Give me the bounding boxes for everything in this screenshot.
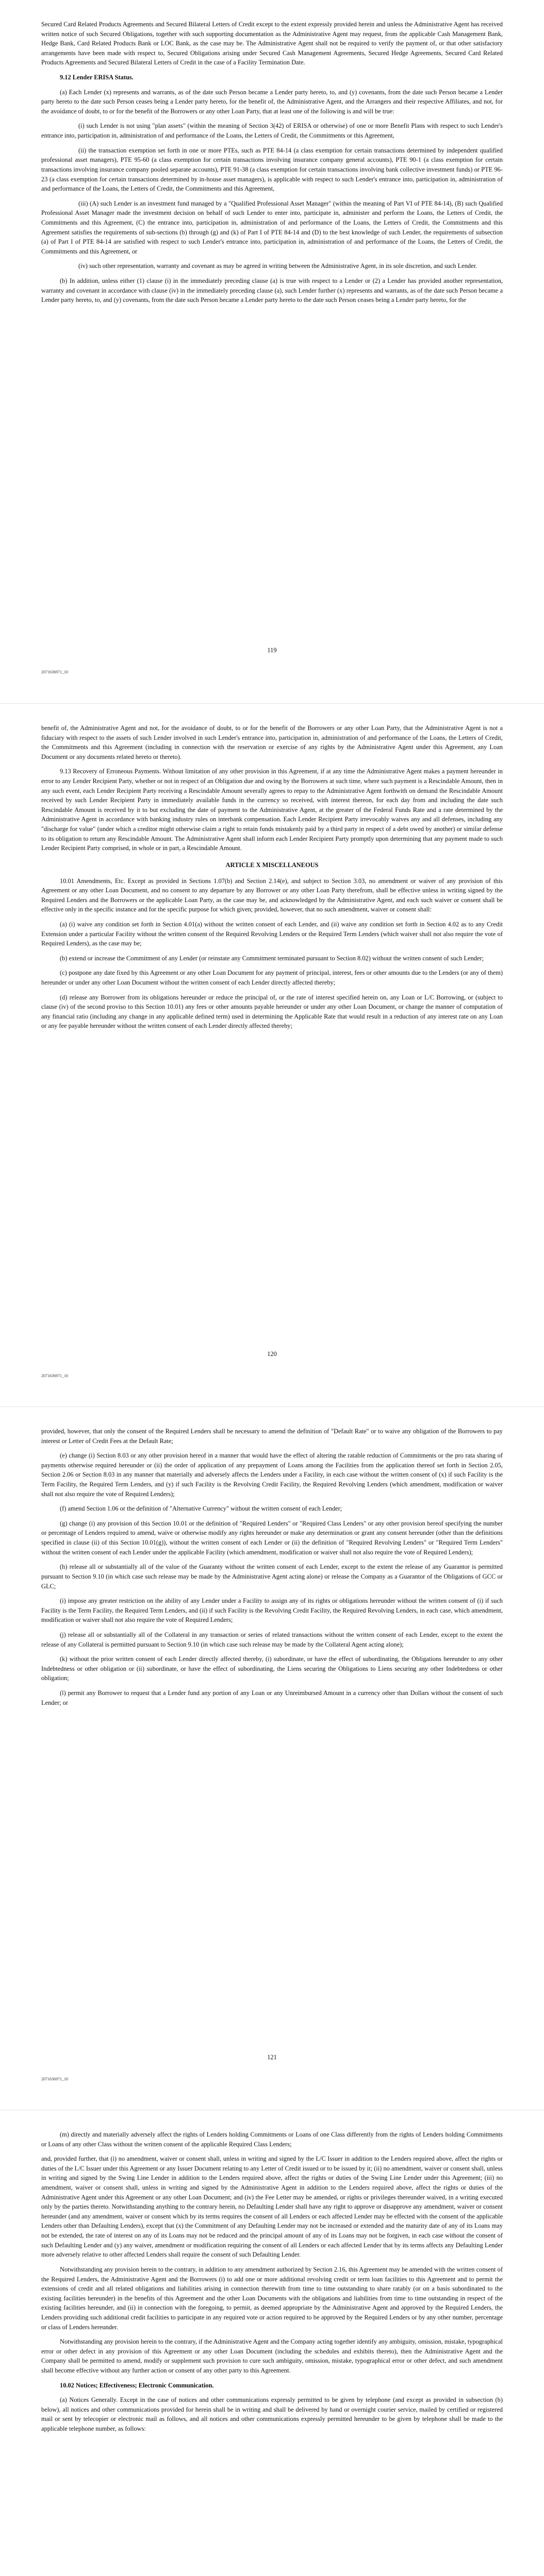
article-heading: ARTICLE X MISCELLANEOUS xyxy=(225,861,319,869)
document-page xyxy=(0,1406,544,2110)
paragraph: Notwithstanding any provision herein to the contrary, if the Administrative Agent and the Company acting together identify any ambiguity, omission, mistake, typographical error or other defect in any provision of this Agreement or any other Loan Document (including the schedules and exhibits thereto), then the Administrative Agent and the Company shall be permitted to amend, modify or supplement such provision to cure such ambiguity, omission, mistake, typographical error or other defect, and such amendment shall become effective without any further action or consent of any other party to this Agreement. xyxy=(41,2338,503,2375)
paragraph: (m) directly and materially adversely affect the rights of Lenders holding Commitments or Loans of one Class differently from the rights of Lenders holding Commitments or Loans of any other Class without the written consent of the applicable Required Class Lenders; xyxy=(41,2131,503,2148)
paragraph: (k) without the prior written consent of each Lender directly affected thereby, (i) subordinate, or have the effect of subordinating, the Obligations hereunder to any other Indebtedness or other obligation or (ii) subordinate, or have the effect of subordinating, the Liens securing the Obligations to Liens securing any other Indebtedness or other obligation; xyxy=(41,1655,503,1682)
page-body xyxy=(41,1427,503,1707)
paragraph: (d) release any Borrower from its obligations hereunder or reduce the principal of, or the rate of interest specified herein on, any Loan or L/C Borrowing, or (subject to clause (iv) of the second proviso to this Section 10.01) any fees or other amounts payable hereunder or under any other Loan Document, or change the manner of computation of any financial ratio (including any change in any applicable defined term) used in determining the Applicable Rate that would result in a reduction of any interest rate on any Loan or any fee payable hereunder without the written consent of each Lender directly affected thereby; xyxy=(41,993,503,1030)
page-body xyxy=(41,20,503,305)
page-body xyxy=(41,723,503,1031)
document-page xyxy=(0,0,544,703)
paragraph: (a) Notices Generally. Except in the case of notices and other communications expressly permitted to be given by telephone (and except as provided in subsection (b) below), all notices and other communications provided for herein shall be in writing and shall be delivered by hand or overnight courier service, mailed by certified or registered mail or sent by telecopier or electronic mail as follows, and all notices and other communications expressly permitted hereunder to be given by telephone shall be made to the applicable telephone number, as follows: xyxy=(41,2396,503,2433)
paragraph: (h) release all or substantially all of the value of the Guaranty without the written consent of each Lender, except to the extent the release of any Guarantor is permitted pursuant to Section 9.10 (in which case such release may be made by the Administrative Agent acting alone) or release the Company as a Guarantor of the Obligations of GCC or GLC; xyxy=(41,1563,503,1590)
paragraph: (f) amend Section 1.06 or the definition of "Alternative Currency" without the written consent of each Lender; xyxy=(60,1505,342,1513)
paragraph: (j) release all or substantially all of the Collateral in any transaction or series of related transactions without the written consent of each Lender, except to the extent the release of any Collateral is permitted pursuant to Section 9.10 (in which case such release may be made by the Collateral Agent acting alone); xyxy=(41,1631,503,1648)
paragraph: (l) permit any Borrower to request that a Lender fund any portion of any Loan or any Unreimbursed Amount in a currency other than Dollars without the consent of such Lender; or xyxy=(41,1689,503,1706)
document-page xyxy=(0,2110,544,2576)
document-page xyxy=(0,703,544,1406)
paragraph: (b) In addition, unless either (1) clause (i) in the immediately preceding clause (a) is true with respect to a Lender or (2) a Lender has provided another representation, warranty and covenant in accordance with clause (iv) in the immediately preceding clause (a), such Lender further (x) represents and warrants, as of the date such Person became a Lender party hereto, to, and (y) covenants, from the date such Person became a Lender party hereto to the date such Person ceases being a Lender party hereto, for the xyxy=(41,277,503,304)
paragraph: (c) postpone any date fixed by this Agreement or any other Loan Document for any payment of principal, interest, fees or other amounts due to the Lenders (or any of them) hereunder or under any other Loan Document without the written consent of each Lender directly affected thereby; xyxy=(41,969,503,987)
page-number: 120 xyxy=(267,1350,277,1358)
paragraph: (i) such Lender is not using "plan assets" (within the meaning of Section 3(42) of ERISA or otherwise) of one or more Benefit Plans with respect to such Lender's entrance into, participation in, administration of and performance of the Loans, the Letters of Credit, the Commitments or this Agreement, xyxy=(41,122,503,140)
page-body xyxy=(41,2130,503,2434)
paragraph: (ii) the transaction exemption set forth in one or more PTEs, such as PTE 84-14 (a class exemption for certain transactions determined by independent qualified professional asset managers), PTE 95-60 (a class exemption for certain transactions involving insurance company general accounts), PTE 90-1 (a class exemption for certain transactions involving insurance company pooled separate accounts), PTE 91-38 (a class exemption for certain transactions involving bank collective investment funds) or PTE 96-23 (a class exemption for certain transactions determined by in-house asset managers), is applicable with respect to such Lender's entrance into, participation in, administration of and performance of the Loans, the Letters of Credit, the Commitments and this Agreement, xyxy=(41,146,503,193)
paragraph: (g) change (i) any provision of this Section 10.01 or the definition of "Required Lenders" or "Required Class Lenders" or any other provision hereof specifying the number or percentage of Lenders required to amend, waive or otherwise modify any rights hereunder or make any determination or grant any consent hereunder (other than the definitions specified in clause (ii) of this Section 10.01(g)), without the written consent of each Lender or (ii) the definition of "Required Revolving Lenders" or "Required Term Lenders" without the written consent of each Lender under the applicable Facility (which amendment, modification or waiver shall not also require the vote of Required Lenders); xyxy=(41,1519,503,1556)
paragraph: and, provided further, that (i) no amendment, waiver or consent shall, unless in writing and signed by the L/C Issuer in addition to the Lenders required above, affect the rights or duties of the L/C Issuer under this Agreement or any Issuer Document relating to any Letter of Credit issued or to be issued by it; (ii) no amendment, waiver or consent shall, unless in writing and signed by the Swing Line Lender in addition to the Lenders required above, affect the rights or duties of the Swing Line Lender under this Agreement; (iii) no amendment, waiver or consent shall, unless in writing and signed by the Administrative Agent in addition to the Lenders required above, affect the rights or duties of the Administrative Agent under this Agreement or any other Loan Document; and (iv) the Fee Letter may be amended, or rights or privileges thereunder waived, in a writing executed only by the parties thereto. Notwithstanding anything to the contrary herein, no Defaulting Lender shall have any right to approve or disapprove any amendment, waiver or consent hereunder (and any amendment, waiver or consent which by its terms requires the consent of all Lenders or each affected Lender may be effected with the consent of the applicable Lenders other than Defaulting Lenders), except that (x) the Commitment of any Defaulting Lender may not be increased or extended and the maturity date of any of its Loans may not be extended, the rate of interest on any of its Loans may not be reduced and the principal amount of any of its Loans may not be forgiven, in each case without the consent of such Defaulting Lender and (y) any waiver, amendment or modification requiring the consent of all Lenders or each affected Lender that by its terms affects any Defaulting Lender more adversely relative to other affected Lenders shall require the consent of such Defaulting Lender. xyxy=(41,2155,503,2259)
paragraph: 10.01 Amendments, Etc. Except as provided in Sections 1.07(b) and Section 2.14(e), and subject to Section 3.03, no amendment or waiver of any provision of this Agreement or any other Loan Document, and no consent to any departure by any Borrower or any other Loan Party therefrom, shall be effective unless in writing signed by the Required Lenders and the Borrowers or the applicable Loan Party, as the case may be, and acknowledged by the Administrative Agent, and each such waiver or consent shall be effective only in the specific instance and for the specific purpose for which given; provided, however, that no such amendment, waiver or consent shall: xyxy=(41,877,503,913)
paragraph: (i) impose any greater restriction on the ability of any Lender under a Facility to assign any of its rights or obligations hereunder without the written consent of (i) if such Facility is the Term Facility, the Required Term Lenders, and (ii) if such Facility is the Revolving Credit Facility, the Required Revolving Lenders, in each case, which amendment, modification or waiver shall not also require the vote of Required Lenders; xyxy=(41,1597,503,1624)
page-number: 121 xyxy=(267,2054,277,2061)
paragraph: (iii) (A) such Lender is an investment fund managed by a "Qualified Professional Asset Manager" (within the meaning of Part VI of PTE 84-14), (B) such Qualified Professional Asset Manager made the investment decision on behalf of such Lender to enter into, participate in, administer and perform the Loans, the Letters of Credit, the Commitments and this Agreement, (C) the entrance into, participation in, administration of and performance of the Loans, the Letters of Credit, the Commitments and this Agreement satisfies the requirements of sub-sections (b) through (g) and (k) of Part I of PTE 84-14 and (D) to the best knowledge of such Lender, the requirements of subsection (a) of Part I of PTE 84-14 are satisfied with respect to such Lender's entrance into, participation in, administration of and performance of the Loans, the Letters of Credit, the Commitments and this Agreement, or xyxy=(41,199,503,255)
paragraph: (a) (i) waive any condition set forth in Section 4.01(a) without the written consent of each Lender, and (ii) waive any condition set forth in Section 4.02 as to any Credit Extension under a particular Facility without the written consent of the Required Revolving Lenders or the Required Term Lenders (which waiver shall not also require the vote of Required Lenders), as the case may be; xyxy=(41,920,503,947)
paragraph: Notwithstanding any provision herein to the contrary, in addition to any amendment authorized by Section 2.16, this Agreement may be amended with the written consent of the Required Lenders, the Administrative Agent and the Borrowers (i) to add one or more additional revolving credit or term loan facilities to this Agreement and to permit the extensions of credit and all related obligations and liabilities arising in connection therewith from time to time outstanding to share ratably (or on a basis subordinated to the existing facilities hereunder) in the benefits of this Agreement and the other Loan Documents with the obligations and liabilities from time to time outstanding in respect of the existing facilities hereunder, and (ii) in connection with the foregoing, to permit, as deemed appropriate by the Administrative Agent and approved by the Required Lenders, the Lenders providing such additional credit facilities to participate in any required vote or action required to be approved by the Required Lenders or by any other number, percentage or class of Lenders hereunder. xyxy=(41,2265,503,2331)
paragraph: (b) extend or increase the Commitment of any Lender (or reinstate any Commitment terminated pursuant to Section 8.02) without the written consent of such Lender; xyxy=(60,954,484,962)
paragraph: benefit of, the Administrative Agent and not, for the avoidance of doubt, to or for the benefit of the Borrowers or any other Loan Party, that the Administrative Agent is not a fiduciary with respect to the assets of such Lender involved in such Lender's entrance into, participation in, administration of and performance of the Loans, the Letters of Credit, the Commitments and this Agreement (including in connection with the reservation or exercise of any rights by the Administrative Agent under this Agreement, any Loan Document or any documents related hereto or thereto). xyxy=(41,724,503,760)
page-number: 119 xyxy=(267,647,277,654)
document-id: 2071636971_10 xyxy=(41,2077,68,2081)
document-id: 2071636971_10 xyxy=(41,670,68,674)
paragraph: provided, however, that only the consent of the Required Lenders shall be necessary to amend the definition of "Default Rate" or to waive any obligation of the Borrowers to pay interest or Letter of Credit Fees at the Default Rate; xyxy=(41,1428,503,1445)
paragraph: Secured Card Related Products Agreements and Secured Bilateral Letters of Credit except to the extent expressly provided herein and unless the Administrative Agent has received written notice of such Secured Obligations, together with such supporting documentation as the Administrative Agent may request, from the applicable Cash Management Bank, Hedge Bank, Card Related Products Bank or LOC Bank, as the case may be. The Administrative Agent shall not be required to verify the payment of, or that other satisfactory arrangements have been made with respect to, Secured Obligations arising under Secured Cash Management Agreements, Secured Hedge Agreements, Secured Card Related Products Agreements and Secured Bilateral Letters of Credit in the case of a Facility Termination Date. xyxy=(41,21,503,66)
paragraph: (a) Each Lender (x) represents and warrants, as of the date such Person became a Lender party hereto, to, and (y) covenants, from the date such Person became a Lender party hereto to the date such Person ceases being a Lender party hereto, for the benefit of, the Administrative Agent, and the Arrangers and their respective Affiliates, and not, for the avoidance of doubt, to or for the benefit of the Borrowers or any other Loan Party, that at least one of the following is and will be true: xyxy=(41,88,503,115)
paragraph: (iv) such other representation, warranty and covenant as may be agreed in writing between the Administrative Agent, in its sole discretion, and such Lender. xyxy=(78,262,477,270)
document-id: 2071636971_10 xyxy=(41,1374,68,1378)
section-heading: 10.02 Notices; Effectiveness; Electronic Communication. xyxy=(60,2381,214,2389)
section-heading: 9.12 Lender ERISA Status. xyxy=(60,74,134,81)
paragraph: (e) change (i) Section 8.03 or any other provision hereof in a manner that would have the effect of altering the ratable reduction of Commitments or the pro rata sharing of payments otherwise required hereunder or (ii) the order of application of any prepayment of Loans among the Facilities from the application thereof set forth in Section 2.05, Section 2.06 or Section 8.03 in any manner that materially and adversely affects the Lenders under a Facility, in each case without the written consent of (x) if such Facility is the Term Facility, the Required Term Lenders, and (y) if such Facility is the Revolving Credit Facility, the Required Revolving Lenders (which amendment, modification or waiver shall not also require the vote of Required Lenders); xyxy=(41,1452,503,1498)
paragraph: 9.13 Recovery of Erroneous Payments. Without limitation of any other provision in this Agreement, if at any time the Administrative Agent makes a payment hereunder in error to any Lender Recipient Party, whether or not in respect of an Obligation due and owing by the Borrowers at such time, where such payment is a Rescindable Amount, then in any such event, each Lender Recipient Party receiving a Rescindable Amount severally agrees to repay to the Administrative Agent forthwith on demand the Rescindable Amount received by such Lender Recipient Party in immediately available funds in the currency so received, with interest thereon, for each day from and including the date such Rescindable Amount is received by it to but excluding the date of payment to the Administrative Agent, at the greater of the Federal Funds Rate and a rate determined by the Administrative Agent in accordance with banking industry rules on interbank compensation. Each Lender Recipient Party irrevocably waives any and all defenses, including any "discharge for value" (under which a creditor might otherwise claim a right to retain funds mistakenly paid by a third party in respect of a debt owed by another) or similar defense to its obligation to return any Rescindable Amount. The Administrative Agent shall inform each Lender Recipient Party promptly upon determining that any payment made to such Lender Recipient Party comprised, in whole or in part, a Rescindable Amount. xyxy=(41,768,503,852)
